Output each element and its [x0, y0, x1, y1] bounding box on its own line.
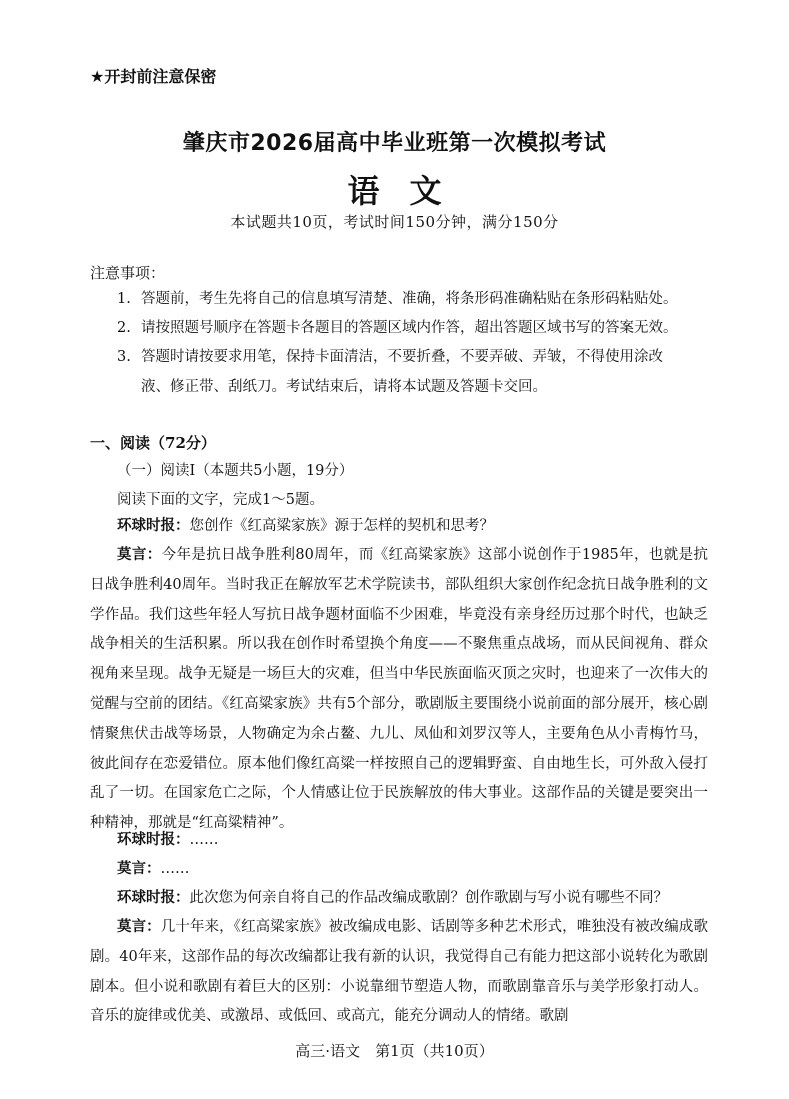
- confidential-mark: ★开封前注意保密: [90, 67, 217, 86]
- speaker-label: 环球时报：: [117, 890, 190, 906]
- interview-answer-2: [117, 855, 707, 885]
- answer-text: 几十年来，《红高粱家族》被改编成电影、话剧等多种艺术形式，唯独没有被改编成歌剧。40年来，这部作品的每次改编都让我有新的认识，我觉得自己有能力把这部小说转化为歌剧剧本。但小说和歌剧有着巨大的区别：小说靠细节塑造人物，而歌剧靠音乐与美学形象打动人。音乐的旋律或优美、或激昂、或低回、或高亢，能充分调动人的情绪。歌剧: [90, 919, 708, 1025]
- notes-heading: 注意事项：: [90, 264, 166, 282]
- note-number: 3.: [117, 349, 131, 365]
- section-heading: 一、阅读（72分）: [90, 434, 216, 452]
- speaker-label: 环球时报：: [117, 832, 190, 848]
- question-text: 此次您为何亲自将自己的作品改编成歌剧？创作歌剧与写小说有哪些不同？: [189, 890, 668, 906]
- speaker-label: 莫言：: [117, 919, 161, 935]
- note-text: 答题时请按要求用笔，保持卡面清洁，不要折叠，不要弄破、弄皱，不得使用涂改: [141, 349, 663, 365]
- exam-title: 肇庆市2026届高中毕业班第一次模拟考试: [182, 131, 607, 156]
- note-item-3: [117, 342, 707, 402]
- note-number: 1.: [117, 291, 131, 307]
- interview-question-2: [117, 826, 707, 856]
- note-text: 答题前，考生先将自己的信息填写清楚、准确，将条形码准确粘贴在条形码粘贴处。: [141, 291, 678, 307]
- interview-question-3: [117, 884, 707, 914]
- sub-section-heading: （一）阅读Ⅰ（本题共5小题，19分）: [117, 463, 354, 479]
- question-text: ……: [189, 832, 219, 848]
- interview-question-1: [117, 512, 707, 542]
- speaker-label: 莫言：: [117, 547, 162, 563]
- reading-instruction: 阅读下面的文字，完成1～5题。: [117, 492, 324, 508]
- interview-answer-3: [90, 913, 708, 1031]
- note-text: 请按照题号顺序在答题卡各题目的答题区域内作答，超出答题区域书写的答案无效。: [141, 320, 678, 336]
- question-text: 您创作《红高粱家族》源于怎样的契机和思考？: [189, 518, 494, 534]
- interview-answer-1: [90, 541, 708, 839]
- answer-text: ……: [160, 861, 190, 877]
- speaker-label: 环球时报：: [117, 518, 190, 534]
- note-number: 2.: [117, 320, 131, 336]
- note-item-2: [117, 313, 707, 343]
- page-footer: 高三·语文 第1页（共10页）: [295, 1042, 494, 1060]
- speaker-label: 莫言：: [117, 861, 161, 877]
- note-text-continued: 液、修正带、刮纸刀。考试结束后，请将本试题及答题卡交回。: [141, 379, 547, 395]
- exam-info: 本试题共10页，考试时间150分钟，满分150分: [230, 213, 559, 231]
- note-item-1: [117, 284, 707, 314]
- subject-title: 语文: [347, 172, 472, 210]
- answer-text: 今年是抗日战争胜利80周年，而《红高粱家族》这部小说创作于1985年，也就是抗日战争胜利40周年。当时我正在解放军艺术学院读书，部队组织大家创作纪念抗日战争胜利的文学作品。我们这些年轻人写抗日战争题材面临不少困难，毕竟没有亲身经历过那个时代，也缺乏战争相关的生活积累。所以我在创作时希望换个角度——不聚焦重点战场，而从民间视角、群众视角来呈现。战争无疑是一场巨大的灾难，但当中华民族面临灭顶之灾时，也迎来了一次伟大的觉醒与空前的团结。《红高粱家族》共有5个部分，歌剧版主要围绕小说前面的部分展开，核心剧情聚焦伏击战等场景，人物确定为余占鳌、九儿、凤仙和刘罗汉等人，主要角色从小青梅竹马，彼此间存在恋爱错位。原本他们像红高粱一样按照自己的逻辑野蛮、自由地生长，可外敌入侵打乱了一切。在国家危亡之际，个人情感让位于民族解放的伟大事业。这部作品的关键是要突出一种精神，那就是“红高粱精神”。: [90, 547, 708, 832]
